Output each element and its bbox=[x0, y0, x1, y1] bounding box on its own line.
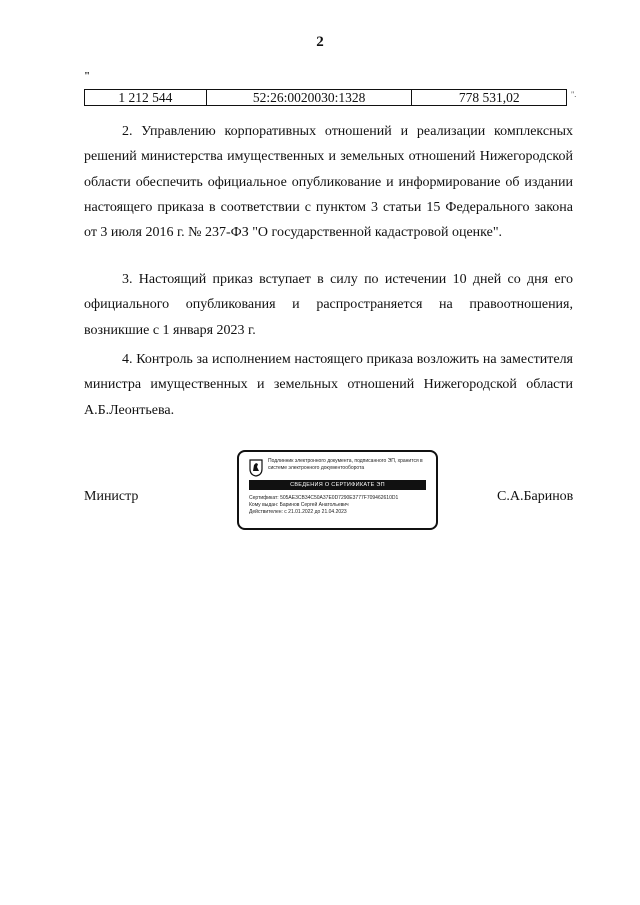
table-open-quote: " bbox=[84, 70, 91, 82]
table-cell-value: 778 531,02 bbox=[412, 90, 567, 106]
paragraph-4: 4. Контроль за исполнением настоящего приказа возложить на заместителя министра имущественных и земельных отношений Нижегородской области А.Б.Леонтьева. bbox=[84, 352, 573, 418]
signatory-name: С.А.Баринов bbox=[497, 489, 574, 504]
stamp-details bbox=[249, 495, 429, 516]
paragraph-2: 2. Управлению корпоративных отношений и реализации комплексных решений министерства имущественных и земельных отношений Нижегородской области обеспечить официальное опубликование и информирование об издании настоящего приказа в соответствии с пунктом 3 статьи 15 Федерального закона от 3 июля 2016 г. № 237-ФЗ "О государственной кадастровой оценке". bbox=[84, 124, 573, 241]
signatory-position: Министр bbox=[84, 489, 139, 504]
stamp-certificate: Сертификат: 505AE3CB34C50A37E0D7290E3777F709462610D1 bbox=[249, 495, 399, 501]
stamp-validity: Действителен: с 21.01.2022 до 21.04.2023 bbox=[249, 509, 347, 515]
stamp-header: Подлинник электронного документа, подписанного ЭП, хранится в системе электронного документооборота bbox=[268, 458, 423, 471]
coat-of-arms-icon bbox=[249, 459, 263, 477]
table-cell-number: 1 212 544 bbox=[85, 90, 207, 106]
paragraph-3: 3. Настоящий приказ вступает в силу по истечении 10 дней со дня его официального опубликования и распространяется на правоотношения, возникшие с 1 января 2023 г. bbox=[84, 272, 573, 338]
cadastral-value-table bbox=[84, 89, 567, 106]
stamp-issued-to: Кому выдан: Баринов Сергей Анатольевич bbox=[249, 502, 349, 508]
page-number: 2 bbox=[316, 34, 324, 50]
table-cell-cadastral-id: 52:26:0020030:1328 bbox=[206, 90, 412, 106]
table-row bbox=[85, 90, 567, 106]
stamp-banner: СВЕДЕНИЯ О СЕРТИФИКАТЕ ЭП bbox=[249, 480, 426, 490]
electronic-signature-stamp bbox=[237, 450, 438, 530]
table-close-quote: ". bbox=[571, 90, 577, 99]
